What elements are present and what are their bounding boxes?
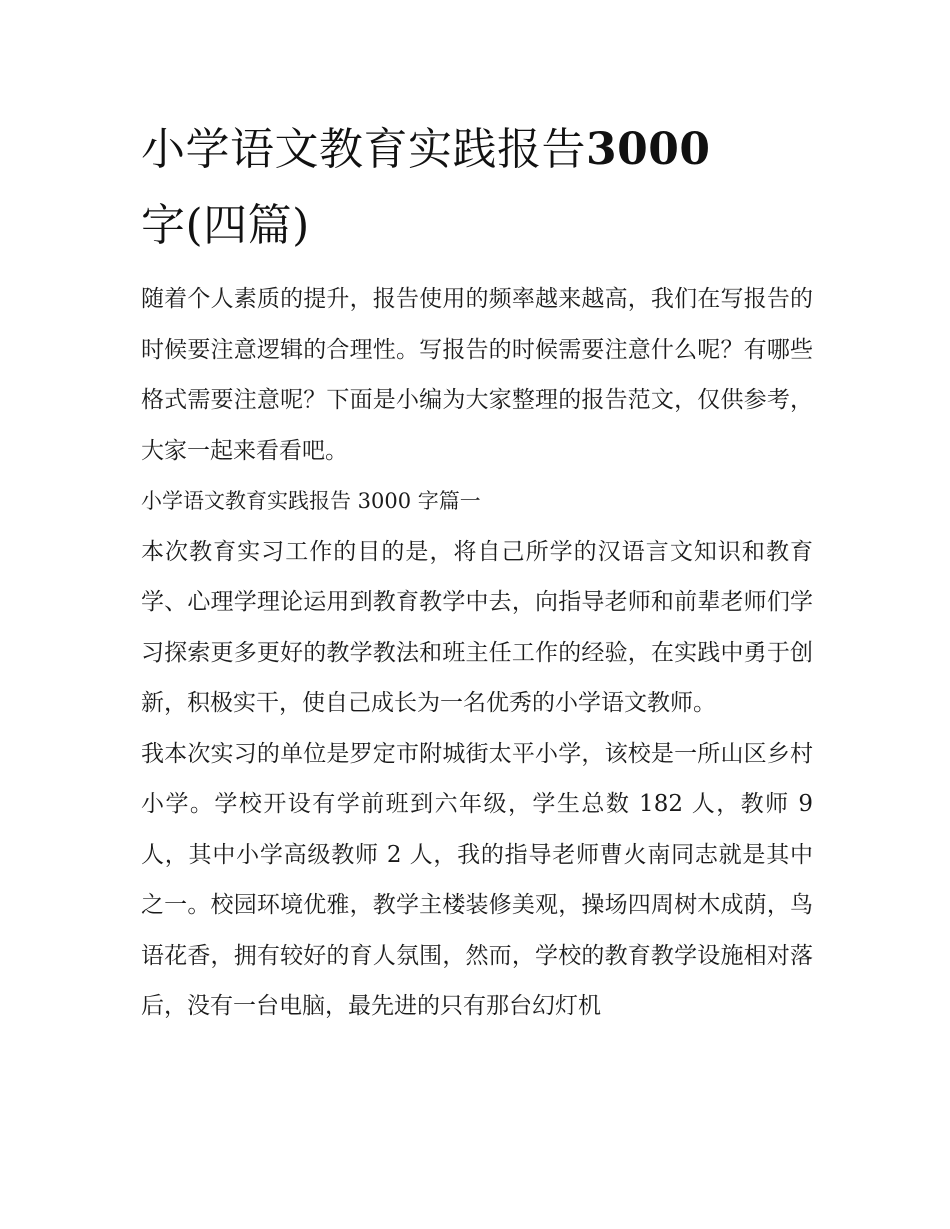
body-paragraph-2: 我本次实习的单位是罗定市附城街太平小学，该校是一所山区乡村小学。学校开设有学前班到六年级，学生总数 182 人，教师 9 人，其中小学高级教师 2 人，我的指导老师曹火南同志就是其中之一。校园环境优雅，教学主楼装修美观，操场四周树木成荫，鸟语花香，拥有较好的育人氛围，然而，学校的教育教学设施相对落后，没有一台电脑，最先进的只有那台幻灯机	[141, 740, 813, 1019]
title-text: 小学语文教育实践报告	[141, 124, 586, 175]
title-subtitle: 字(四篇)	[141, 200, 310, 251]
document-body	[141, 112, 813, 1032]
document-title	[141, 112, 813, 264]
body-paragraph-1: 本次教育实习工作的目的是，将自己所学的汉语言文知识和教育学、心理学理论运用到教育教学中去，向指导老师和前辈老师们学习探索更多更好的教学教法和班主任工作的经验，在实践中勇于创新，积极实干，使自己成长为一名优秀的小学语文教师。	[141, 538, 813, 716]
section-heading: 小学语文教育实践报告 3000 字篇一	[141, 489, 481, 513]
intro-paragraph: 随着个人素质的提升，报告使用的频率越来越高，我们在写报告的时候要注意逻辑的合理性。写报告的时候需要注意什么呢？有哪些格式需要注意呢？下面是小编为大家整理的报告范文，仅供参考，大家一起来看看吧。	[141, 286, 813, 464]
title-number: 3000	[586, 124, 711, 175]
